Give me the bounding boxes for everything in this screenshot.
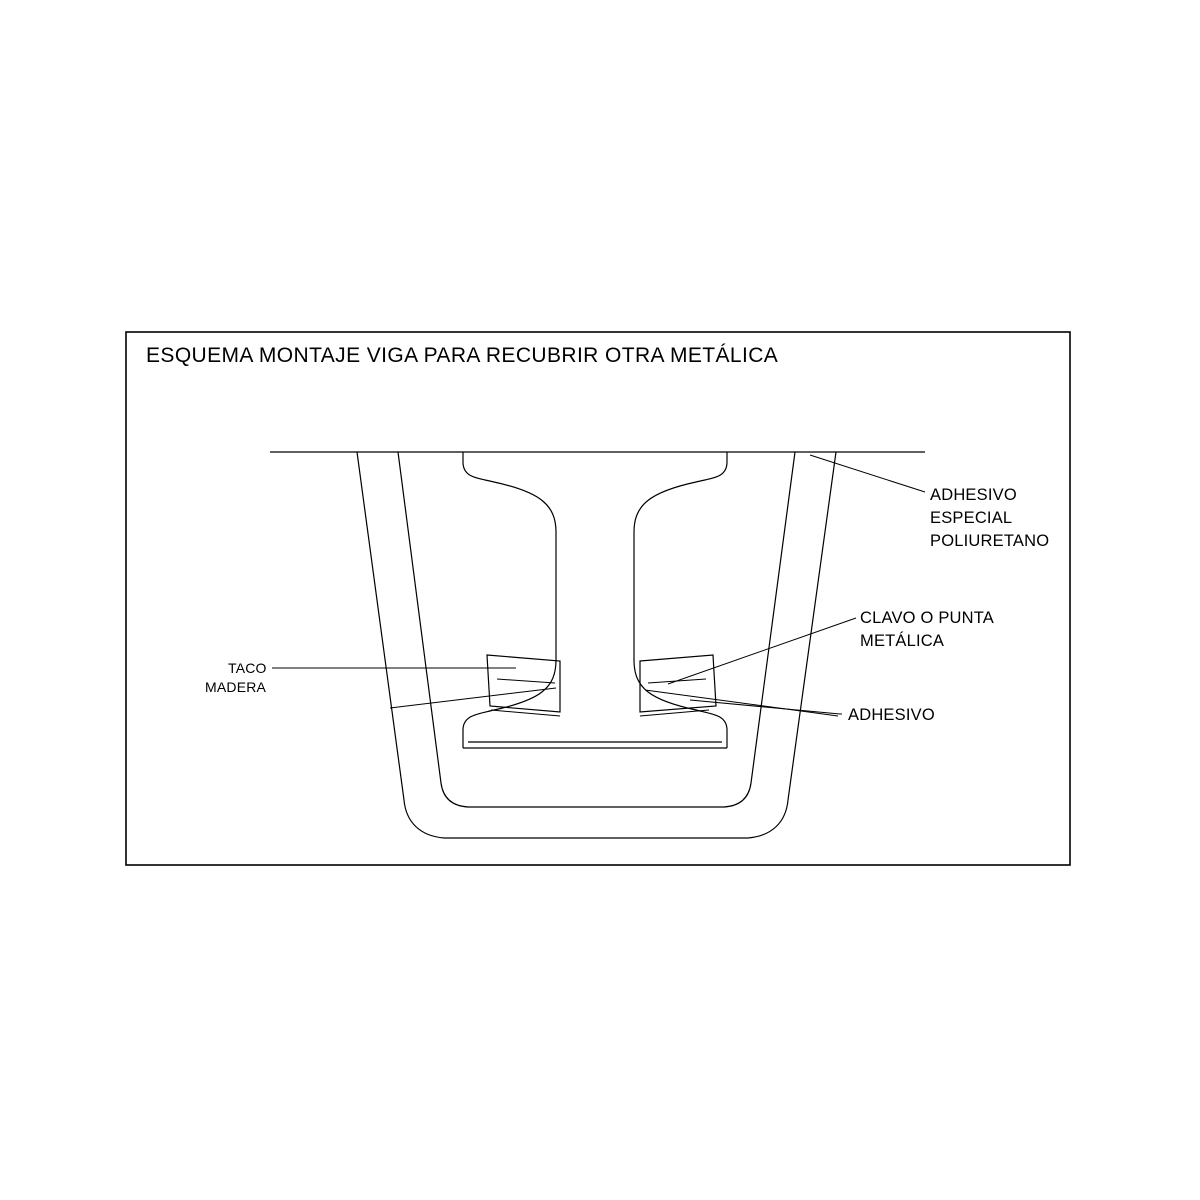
label-adhesivo-text: ADHESIVO: [848, 706, 935, 724]
label-taco-madera: [205, 660, 267, 695]
label-adhesivo-especial-line2: ESPECIAL: [930, 509, 1013, 527]
wood-cladding-outline: [357, 452, 836, 838]
label-clavo-punta-metalica: [860, 609, 994, 650]
label-adhesivo-especial-line1: ADHESIVO: [930, 486, 1017, 504]
label-adhesivo-especial-line3: POLIURETANO: [930, 532, 1050, 550]
label-clavo-line1: CLAVO O PUNTA: [860, 609, 995, 627]
label-taco-line2: MADERA: [205, 679, 267, 695]
label-adhesivo-especial: [930, 486, 1049, 550]
label-clavo-line2: METÁLICA: [860, 632, 945, 650]
leader-lines: [272, 455, 925, 716]
metal-beam-section: [270, 452, 925, 748]
label-adhesivo: [848, 706, 935, 724]
drawing-frame: [126, 332, 1070, 865]
wood-block-right: [640, 655, 716, 716]
label-taco-line1: TACO: [228, 660, 267, 676]
drawing-title: ESQUEMA MONTAJE VIGA PARA RECUBRIR OTRA METÁLICA: [146, 344, 779, 367]
